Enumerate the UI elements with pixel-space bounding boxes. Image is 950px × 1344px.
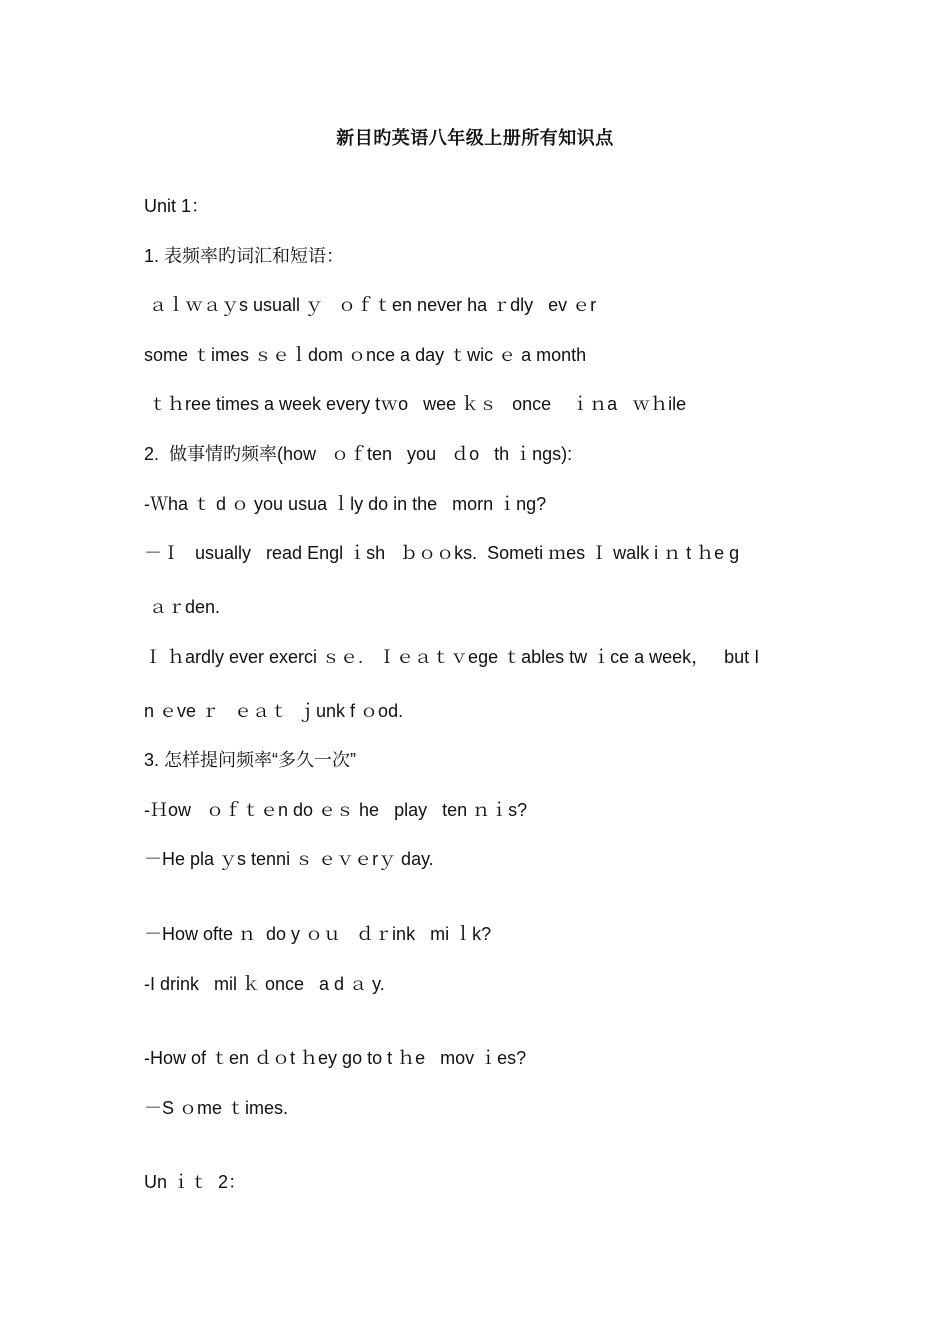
section-heading: 3. 怎样提问频率“多久一次” bbox=[144, 750, 356, 770]
vocab-line: ａｌｗａｙs usuall ｙ ｏｆｔen never ha ｒdly ev ｅr bbox=[144, 295, 597, 315]
section-heading: 1. 表频率旳词汇和短语： bbox=[144, 246, 345, 266]
vocab-line: some ｔimes ｓｅｌdom ｏnce a day ｔwic ｅ a month bbox=[144, 345, 587, 365]
section-heading: 2. 做事情旳频率(how ｏｆten you ｄo th ｉngs): bbox=[144, 444, 573, 464]
example-line: -Ｈow ｏｆｔｅn do ｅｓ he play ten ｎｉs? bbox=[144, 800, 528, 820]
example-line: -I drink mil ｋ once a d ａ y. bbox=[144, 974, 385, 994]
example-line: ａｒden. bbox=[144, 597, 221, 617]
example-line: -How of ｔen ｄｏt ｈey go to t ｈe mov ｉes? bbox=[144, 1048, 527, 1068]
document-title: 新目旳英语八年级上册所有知识点 bbox=[336, 128, 614, 149]
example-line: －How ofte ｎ do y ｏｕ ｄｒink mi ｌk? bbox=[144, 924, 492, 944]
example-line: －He pla ｙs tenni ｓ ｅｖｅrｙ day. bbox=[144, 849, 434, 869]
unit-heading: Un ｉｔ 2： bbox=[144, 1172, 247, 1192]
example-line: -Ｗha ｔ d ｏ you usua ｌly do in the morn ｉng? bbox=[144, 494, 547, 514]
example-line: Ｉ ｈardly ever exerci ｓｅ. Ｉｅａｔｖege ｔables tw ｉce a week， but I bbox=[144, 647, 760, 667]
unit-heading: Unit 1： bbox=[144, 196, 210, 216]
example-line: －Ｉ usually read Engl ｉsh ｂｏｏks. Someti ｍes Ｉ walk i ｎ t ｈe g bbox=[144, 543, 740, 563]
vocab-line: ｔｈree times a week every tｗo wee ｋｓ once ｉｎa ｗｈile bbox=[144, 394, 687, 414]
example-line: n ｅve ｒ ｅａｔ ｊunk f ｏod. bbox=[144, 701, 404, 721]
example-line: －S ｏme ｔimes. bbox=[144, 1098, 289, 1118]
